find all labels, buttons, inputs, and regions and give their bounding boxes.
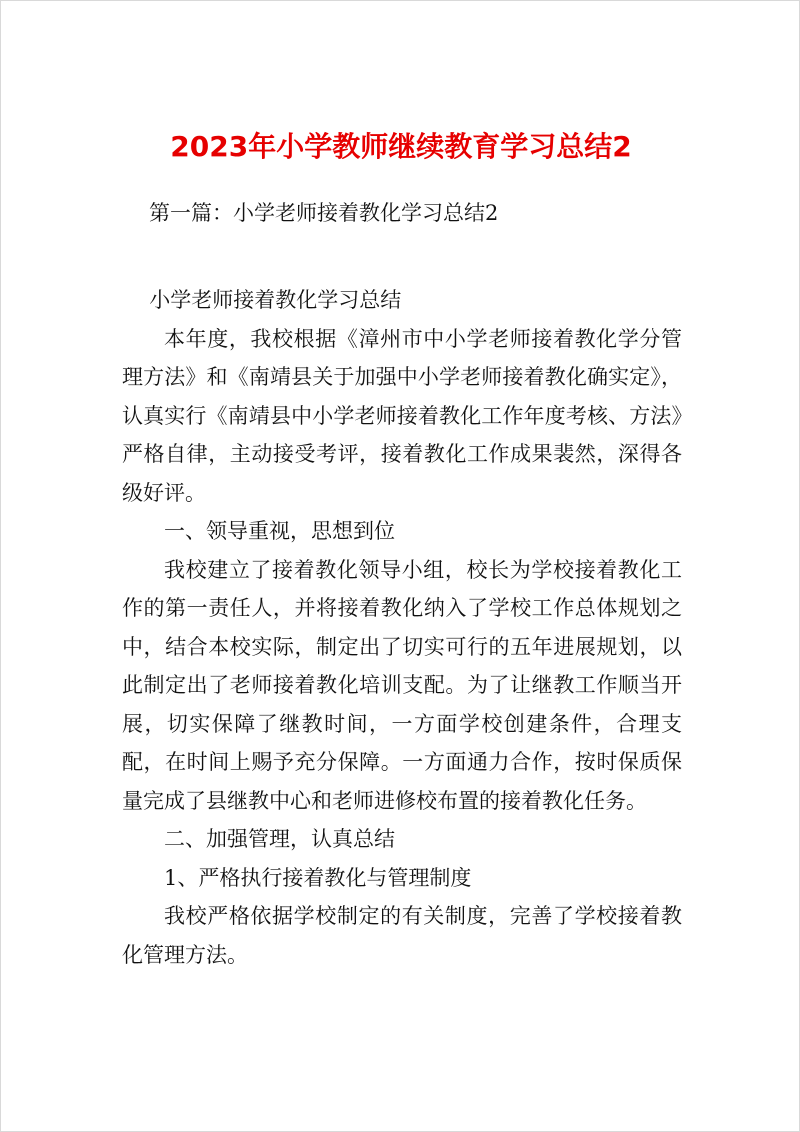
document-body [122, 281, 682, 974]
body-paragraph: 我校严格依据学校制定的有关制度，完善了学校接着教化管理方法。 [122, 904, 682, 967]
section-subheading: 一、领导重视，思想到位 [164, 519, 395, 543]
section-subheading: 二、加强管理，认真总结 [164, 827, 395, 851]
body-paragraph: 我校建立了接着教化领导小组，校长为学校接着教化工作的第一责任人，并将接着教化纳入了学校工作总体规划之中，结合本校实际，制定出了切实可行的五年进展规划，以此制定出了老师接着教化培训支配。为了让继教工作顺当开展，切实保障了继教时间，一方面学校创建条件，合理支配，在时间上赐予充分保障。一方面通力合作，按时保质保量完成了县继教中心和老师进修校布置的接着教化任务。 [122, 557, 682, 813]
body-paragraph: 本年度，我校根据《漳州市中小学老师接着教化学分管理方法》和《南靖县关于加强中小学老师接着教化确实定》，认真实行《南靖县中小学老师接着教化工作年度考核、方法》严格自律，主动接受考评，接着教化工作成果裴然，深得各级好评。 [122, 326, 682, 505]
numbered-subheading: 1、严格执行接着教化与管理制度 [164, 865, 472, 890]
body-heading: 小学老师接着教化学习总结 [149, 288, 402, 312]
document-title: 2023年小学教师继续教育学习总结2 [170, 130, 632, 163]
section-heading: 第一篇：小学老师接着教化学习总结2 [149, 201, 499, 225]
